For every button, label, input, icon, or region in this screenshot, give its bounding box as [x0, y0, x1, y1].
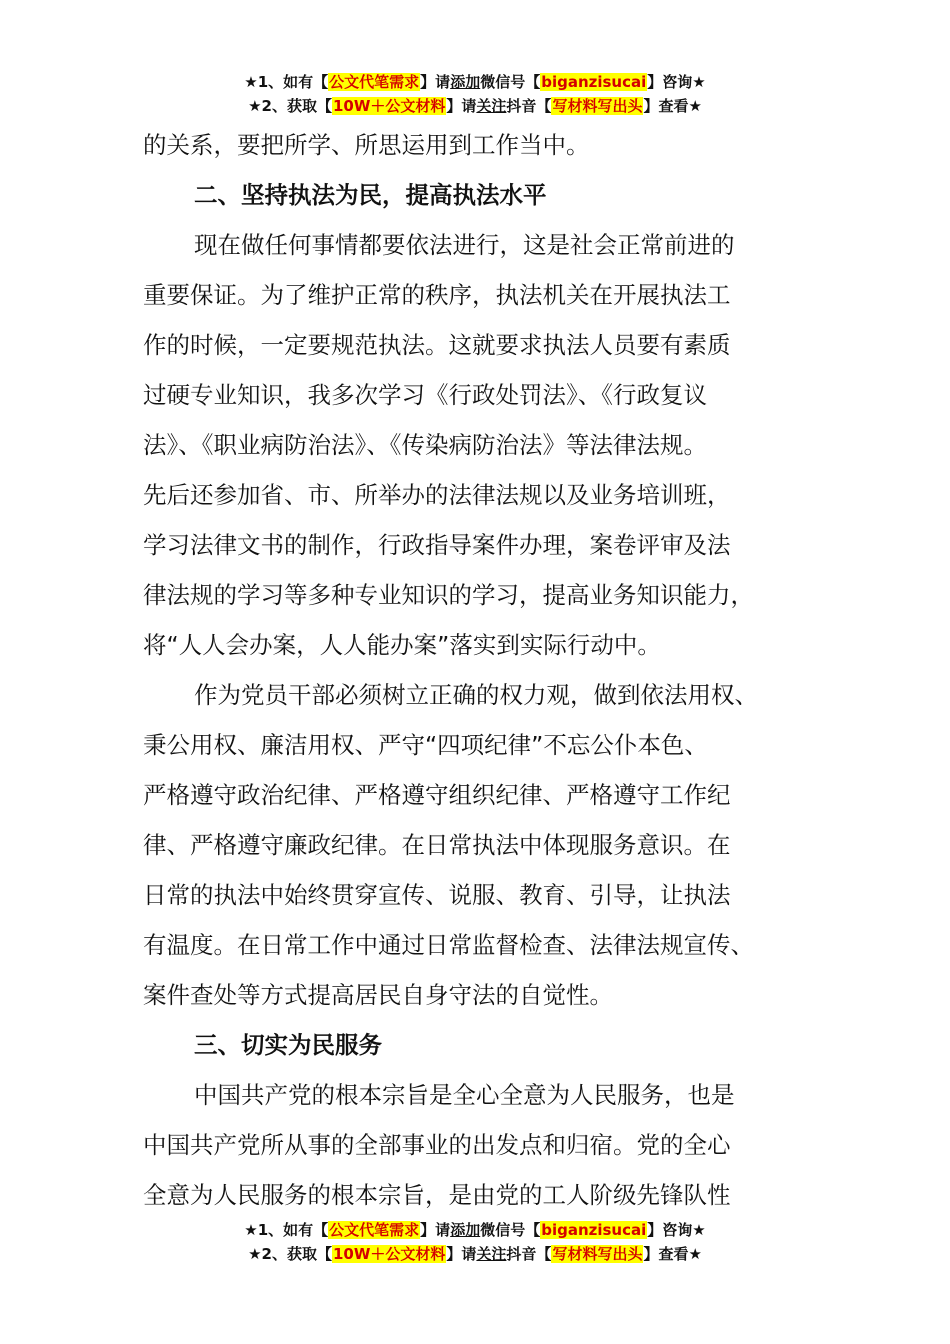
text-line: 重要保证。为了维护正常的秩序，执法机关在开展执法工	[143, 281, 731, 309]
banner-highlight: biganzisucai	[541, 73, 647, 91]
section-heading: 三、切实为民服务	[194, 1031, 382, 1059]
text-line: 律、严格遵守廉政纪律。在日常执法中体现服务意识。在	[143, 831, 731, 859]
paragraph	[143, 1070, 808, 1220]
text-line: 中国共产党所从事的全部事业的出发点和归宿。党的全心	[143, 1131, 731, 1159]
text-line: 法》、《职业病防治法》、《传染病防治法》等法律法规。	[143, 431, 707, 459]
text-line: 日常的执法中始终贯穿宣传、说服、教育、引导，让执法	[143, 881, 731, 909]
banner-highlight: 写材料写出头	[552, 97, 643, 115]
text-line: 案件查处等方式提高居民自身守法的自觉性。	[143, 981, 613, 1009]
text-line: 的关系，要把所学、所思运用到工作当中。	[143, 131, 590, 159]
banner-line-1: ★1、如有【公文代笔需求】请添加微信号【biganzisucai】咨询★	[244, 73, 706, 91]
banner-highlight: 10W＋公文材料	[332, 1245, 446, 1263]
banner-highlight: biganzisucai	[541, 1221, 647, 1239]
paragraph	[143, 670, 808, 1020]
text-line: 现在做任何事情都要依法进行，这是社会正常前进的	[194, 231, 735, 259]
bottom-banner	[0, 1218, 950, 1266]
top-banner	[0, 70, 950, 118]
text-line: 作的时候，一定要规范执法。这就要求执法人员要有素质	[143, 331, 731, 359]
banner-highlight: 公文代笔需求	[329, 73, 420, 91]
text-line: 作为党员干部必须树立正确的权力观，做到依法用权、	[194, 681, 758, 709]
text-line: 学习法律文书的制作，行政指导案件办理，案卷评审及法	[143, 531, 731, 559]
text-line: 将“人人会办案，人人能办案”落实到实际行动中。	[143, 631, 661, 659]
banner-highlight: 写材料写出头	[552, 1245, 643, 1263]
section-heading: 二、坚持执法为民，提高执法水平	[194, 181, 547, 209]
banner-highlight: 公文代笔需求	[329, 1221, 420, 1239]
paragraph	[143, 220, 808, 670]
text-line: 过硬专业知识，我多次学习《行政处罚法》、《行政复议	[143, 381, 707, 409]
text-line: 中国共产党的根本宗旨是全心全意为人民服务，也是	[194, 1081, 735, 1109]
banner-line-1: ★1、如有【公文代笔需求】请添加微信号【biganzisucai】咨询★	[244, 1221, 706, 1239]
banner-highlight: 10W＋公文材料	[332, 97, 446, 115]
text-line: 律法规的学习等多种专业知识的学习，提高业务知识能力，	[143, 581, 754, 609]
text-line: 先后还参加省、市、所举办的法律法规以及业务培训班，	[143, 481, 731, 509]
text-line: 严格遵守政治纪律、严格遵守组织纪律、严格遵守工作纪	[143, 781, 731, 809]
text-line: 有温度。在日常工作中通过日常监督检查、法律法规宣传、	[143, 931, 754, 959]
text-line: 全意为人民服务的根本宗旨，是由党的工人阶级先锋队性	[143, 1181, 731, 1209]
document-body	[143, 120, 808, 1220]
banner-line-2: ★2、获取【10W＋公文材料】请关注抖音【写材料写出头】查看★	[248, 97, 702, 115]
text-line: 秉公用权、廉洁用权、严守“四项纪律”不忘公仆本色、	[143, 731, 708, 759]
banner-line-2: ★2、获取【10W＋公文材料】请关注抖音【写材料写出头】查看★	[248, 1245, 702, 1263]
paragraph	[143, 120, 808, 170]
